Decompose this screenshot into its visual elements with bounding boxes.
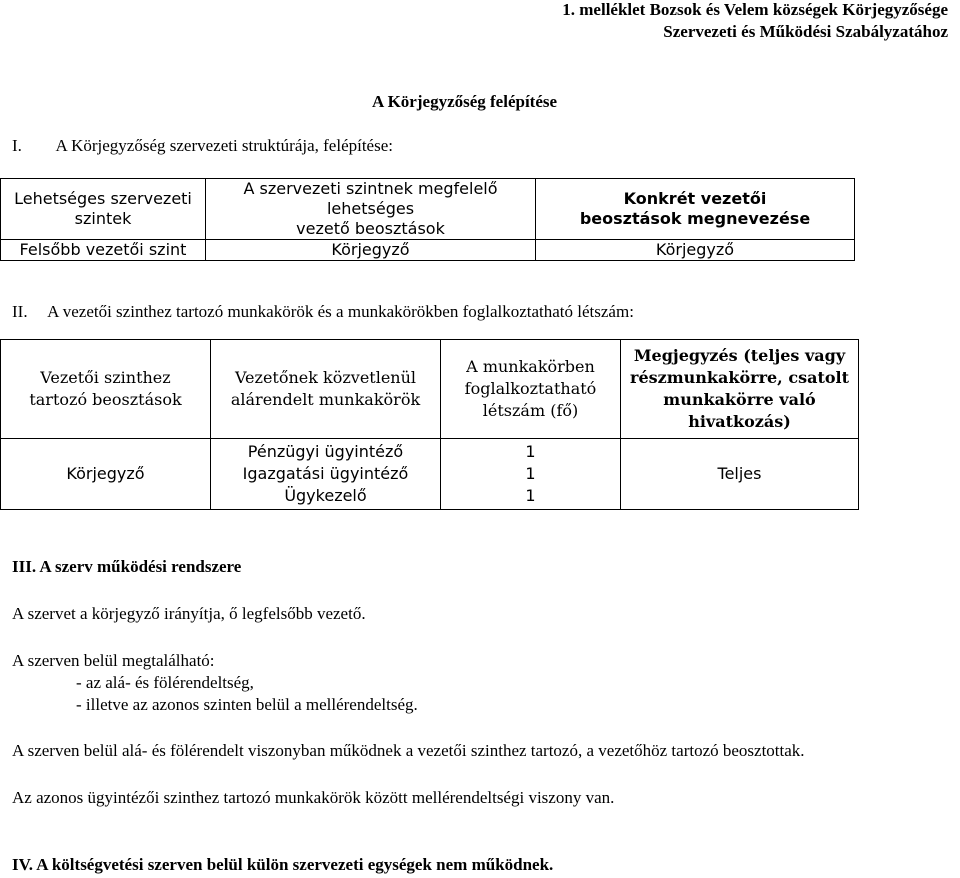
t2-jobs-cell	[211, 439, 441, 510]
header-line-2: Szervezeti és Működési Szabályzatához	[663, 22, 948, 41]
section2-number: II.	[12, 302, 28, 321]
staffing-table	[0, 339, 859, 510]
table-row	[1, 240, 855, 261]
t1-h0-line: Lehetséges szervezeti	[14, 189, 192, 208]
section1-number: I.	[12, 136, 22, 155]
t1-h2-line: beosztások megnevezése	[579, 209, 811, 228]
table-row	[1, 439, 859, 510]
paragraph-1: A szervet a körjegyző irányítja, ő legfelsőbb vezető.	[12, 604, 366, 623]
paragraph-4: Az azonos ügyintézői szinthez tartozó munkakörök között mellérendeltségi viszony van.	[12, 788, 615, 807]
t2-header-headcount	[441, 340, 621, 439]
t2-counts-cell	[441, 439, 621, 510]
t1-header-levels	[1, 179, 206, 240]
t2-header-note	[621, 340, 859, 439]
list-item: - az alá- és fölérendeltség,	[76, 673, 254, 692]
t2-h2-line: foglalkoztatható	[464, 379, 597, 398]
t2-count: 1	[525, 464, 536, 483]
t2-h1-line: alárendelt munkakörök	[230, 390, 421, 409]
structure-table	[0, 178, 855, 261]
t2-count: 1	[525, 486, 536, 505]
t1-cell: Felsőbb vezetői szint	[1, 240, 206, 261]
paragraph-3: A szerven belül alá- és fölérendelt viszonyban működnek a vezetői szinthez tartozó, a vezetőhöz tartozó beosztottak.	[12, 741, 805, 760]
section2-heading	[12, 302, 634, 322]
section2-title: A vezetői szinthez tartozó munkakörök és a munkakörökben foglalkoztatható létszám:	[47, 302, 634, 321]
t1-h2-line: Konkrét vezetői	[623, 189, 767, 208]
t2-h3-line: részmunkakörre, csatolt	[630, 368, 849, 387]
t2-header-subordinates	[211, 340, 441, 439]
t2-h1-line: Vezetőnek közvetlenül	[234, 368, 417, 387]
t1-header-positions	[206, 179, 536, 240]
t2-job: Ügykezelő	[284, 486, 367, 505]
paragraph-2: A szerven belül megtalálható:	[12, 651, 215, 670]
page-title: A Körjegyzőség felépítése	[372, 92, 558, 111]
t2-header-positions	[1, 340, 211, 439]
section3-heading: III. A szerv működési rendszere	[12, 557, 242, 576]
t2-h3-line: Megjegyzés (teljes vagy	[633, 346, 846, 365]
t2-count: 1	[525, 442, 536, 461]
t1-h1-line: vezető beosztások	[296, 219, 445, 238]
t2-h3-line: hivatkozás)	[688, 412, 791, 431]
t2-position-cell: Körjegyző	[1, 439, 211, 510]
t2-job: Igazgatási ügyintéző	[242, 464, 409, 483]
header-line-1: 1. melléklet Bozsok és Velem községek Körjegyzősége	[562, 0, 948, 19]
t1-cell: Körjegyző	[206, 240, 536, 261]
t2-note-cell: Teljes	[621, 439, 859, 510]
t2-h3-line: munkakörre való	[663, 390, 816, 409]
t1-h1-line: A szervezeti szintnek megfelelő lehetséges	[243, 179, 498, 218]
t2-h0-line: Vezetői szinthez	[40, 368, 171, 387]
section1-heading	[12, 136, 393, 156]
t2-h2-line: A munkakörben	[466, 357, 595, 376]
section4-heading: IV. A költségvetési szerven belül külön szervezeti egységek nem működnek.	[12, 855, 554, 874]
list-item: - illetve az azonos szinten belül a mellérendeltség.	[76, 695, 418, 714]
t1-header-names	[536, 179, 855, 240]
section1-title: A Körjegyzőség szervezeti struktúrája, felépítése:	[55, 136, 393, 155]
t2-h2-line: létszám (fő)	[482, 401, 579, 420]
t1-cell: Körjegyző	[536, 240, 855, 261]
t2-job: Pénzügyi ügyintéző	[247, 442, 404, 461]
t2-h0-line: tartozó beosztások	[29, 390, 182, 409]
t1-h0-line: szintek	[74, 209, 132, 228]
